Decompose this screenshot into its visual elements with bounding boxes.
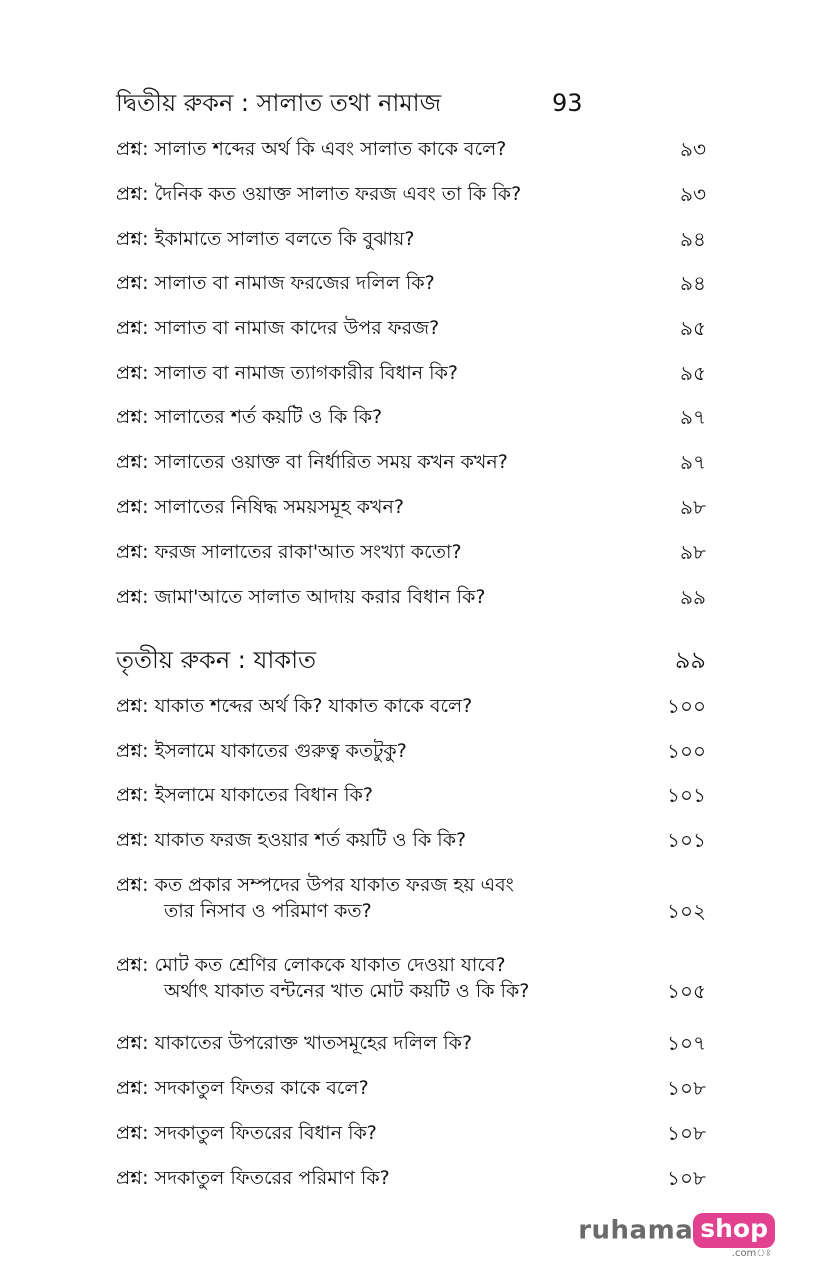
section-page-number: 93 [552, 89, 583, 117]
toc-entry[interactable] [116, 404, 706, 430]
page-number: ১০২ [667, 899, 706, 923]
page-number: ৯৪ [680, 271, 706, 295]
question-text: প্রশ্ন: সালাতের নিষিদ্ধ সময়সমূহ কখন? [116, 496, 404, 518]
toc-entry[interactable] [116, 136, 706, 162]
question-text: প্রশ্ন: জামা'আতে সালাত আদায় করার বিধান কি? [116, 586, 486, 608]
page-number: ৯৪ [680, 227, 706, 251]
question-line-2: অর্থাৎ যাকাত বন্টনের খাত মোট কয়টি ও কি কি? [164, 980, 530, 1002]
page-number: ৯৩ [680, 182, 706, 206]
page-number: ৯৭ [680, 405, 706, 429]
question-text: প্রশ্ন: ইসলামে যাকাতের বিধান কি? [116, 784, 373, 806]
question-text: প্রশ্ন: যাকাতের উপরোক্ত খাতসমূহের দলিল কি? [116, 1032, 473, 1054]
toc-entry[interactable] [116, 782, 706, 808]
toc-entry[interactable] [116, 827, 706, 853]
page-number: ৯৮ [680, 540, 706, 564]
page-number: ৯৫ [680, 316, 706, 340]
toc-entry[interactable] [116, 494, 706, 520]
section-page-number: ৯৯ [674, 646, 706, 674]
toc-entry[interactable] [116, 1165, 706, 1191]
question-text: প্রশ্ন: সালাতের ওয়াক্ত বা নির্ধারিত সময় কখন কখন? [116, 451, 508, 473]
toc-entry-multiline[interactable] [116, 872, 706, 924]
toc-entry[interactable] [116, 270, 706, 296]
logo-shop-badge: shop [693, 1213, 775, 1248]
toc-entry[interactable] [116, 360, 706, 386]
toc-entry[interactable] [116, 181, 706, 207]
logo-com-text: .comঃ [731, 1248, 771, 1259]
question-text: প্রশ্ন: ইকামাতে সালাত বলতে কি বুঝায়? [116, 228, 415, 250]
section-heading-zakat [116, 645, 706, 675]
logo-ruhama-text: ruhama [578, 1215, 694, 1246]
toc-entry[interactable] [116, 738, 706, 764]
question-text: প্রশ্ন: সালাত বা নামাজ ফরজের দলিল কি? [116, 272, 435, 294]
question-text: প্রশ্ন: ইসলামে যাকাতের গুরুত্ব কতটুকু? [116, 740, 407, 762]
page-number: ১০০ [667, 694, 706, 718]
page-number: ৯৫ [680, 361, 706, 385]
section-title: তৃতীয় রুকন : যাকাত [116, 646, 317, 674]
question-text: প্রশ্ন: যাকাত শব্দের অর্থ কি? যাকাত কাকে বলে? [116, 695, 473, 717]
question-text: প্রশ্ন: দৈনিক কত ওয়াক্ত সালাত ফরজ এবং তা কি কি? [116, 183, 522, 205]
toc-entry[interactable] [116, 226, 706, 252]
page-number: ৯৯ [680, 585, 706, 609]
page-number: ৯৩ [680, 137, 706, 161]
question-text: প্রশ্ন: সালাত বা নামাজ ত্যাগকারীর বিধান কি? [116, 362, 458, 384]
toc-entry[interactable] [116, 539, 706, 565]
page-number: ১০৭ [667, 1031, 706, 1055]
question-text [116, 872, 706, 924]
toc-entry-multiline[interactable] [116, 952, 706, 1004]
toc-entry[interactable] [116, 584, 706, 610]
question-text: প্রশ্ন: সদকাতুল ফিতরের বিধান কি? [116, 1122, 377, 1144]
page-number: ১০০ [667, 739, 706, 763]
question-text: প্রশ্ন: সালাত বা নামাজ কাদের উপর ফরজ? [116, 317, 440, 339]
question-text: প্রশ্ন: সালাত শব্দের অর্থ কি এবং সালাত কাকে বলে? [116, 138, 507, 160]
page-number: ১০৮ [667, 1166, 706, 1190]
toc-entry[interactable] [116, 315, 706, 341]
page-number: ৯৮ [680, 495, 706, 519]
toc-entry[interactable] [116, 1030, 706, 1056]
page-number: ১০৮ [667, 1121, 706, 1145]
question-text [116, 952, 706, 1004]
page-number: ১০১ [667, 828, 706, 852]
toc-entry[interactable] [116, 1075, 706, 1101]
page-number: ১০৮ [667, 1076, 706, 1100]
question-text: প্রশ্ন: সালাতের শর্ত কয়টি ও কি কি? [116, 406, 383, 428]
page-number: ১০১ [667, 783, 706, 807]
question-line-1: প্রশ্ন: কত প্রকার সম্পদের উপর যাকাত ফরজ হয় এবং [116, 874, 514, 896]
question-line-1: প্রশ্ন: মোট কত শ্রেণির লোককে যাকাত দেওয়া যাবে? [116, 954, 506, 976]
question-line-2: তার নিসাব ও পরিমাণ কত? [164, 900, 372, 922]
section-heading-salat [116, 88, 706, 118]
ruhamashop-logo[interactable] [578, 1213, 775, 1259]
question-text: প্রশ্ন: ফরজ সালাতের রাকা'আত সংখ্যা কতো? [116, 541, 462, 563]
page-number: ১০৫ [667, 979, 706, 1003]
toc-entry[interactable] [116, 693, 706, 719]
question-text: প্রশ্ন: সদকাতুল ফিতর কাকে বলে? [116, 1077, 369, 1099]
toc-entry[interactable] [116, 449, 706, 475]
question-text: প্রশ্ন: সদকাতুল ফিতরের পরিমাণ কি? [116, 1167, 390, 1189]
toc-entry[interactable] [116, 1120, 706, 1146]
question-text: প্রশ্ন: যাকাত ফরজ হওয়ার শর্ত কয়টি ও কি কি? [116, 829, 467, 851]
section-title: দ্বিতীয় রুকন : সালাত তথা নামাজ [116, 89, 442, 117]
page-number: ৯৭ [680, 450, 706, 474]
